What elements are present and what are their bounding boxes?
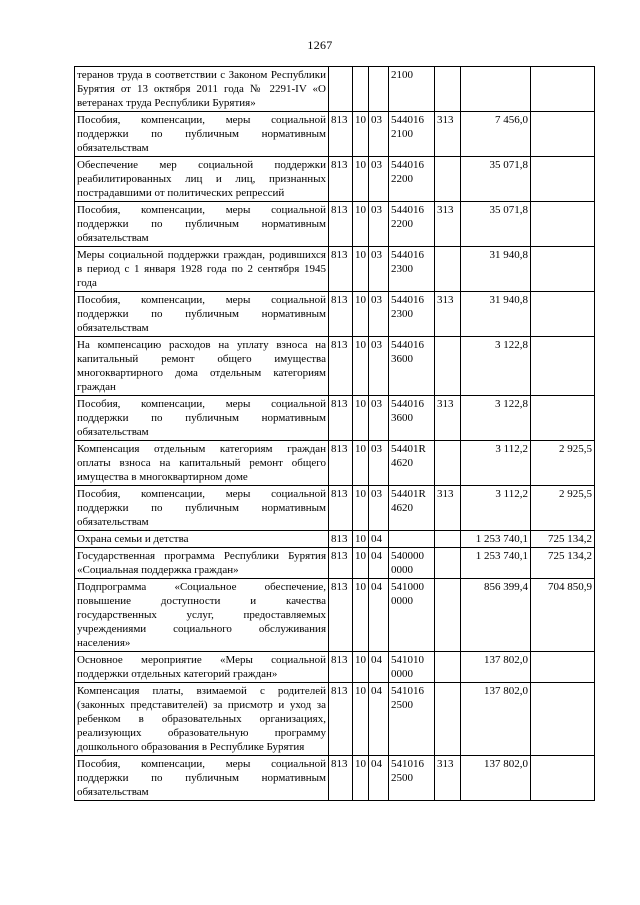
- target-article-cell: 544016 2200: [389, 157, 435, 202]
- subsection-code-cell: 03: [369, 157, 389, 202]
- federal-amount-cell: [531, 756, 595, 801]
- amount-cell: 1 253 740,1: [461, 548, 531, 579]
- row-name-cell: Пособия, компенсации, меры социальной поддержки по публичным нормативным обязательствам: [75, 292, 329, 337]
- federal-amount-cell: [531, 247, 595, 292]
- subsection-code-cell: 03: [369, 337, 389, 396]
- row-name-cell: Пособия, компенсации, меры социальной поддержки по публичным нормативным обязательствам: [75, 756, 329, 801]
- row-name-cell: Пособия, компенсации, меры социальной поддержки по публичным нормативным обязательствам: [75, 112, 329, 157]
- expense-type-cell: [435, 531, 461, 548]
- grbs-code-cell: 813: [329, 683, 353, 756]
- expense-type-cell: [435, 67, 461, 112]
- grbs-code-cell: 813: [329, 548, 353, 579]
- table-row: [75, 67, 595, 112]
- section-code-cell: [353, 67, 369, 112]
- section-code-cell: 10: [353, 441, 369, 486]
- federal-amount-cell: [531, 292, 595, 337]
- section-code-cell: 10: [353, 486, 369, 531]
- budget-table-body: [75, 67, 595, 801]
- federal-amount-cell: [531, 157, 595, 202]
- target-article-cell: [389, 531, 435, 548]
- target-article-cell: 544016 2100: [389, 112, 435, 157]
- federal-amount-cell: 2 925,5: [531, 441, 595, 486]
- table-row: [75, 112, 595, 157]
- amount-cell: 856 399,4: [461, 579, 531, 652]
- section-code-cell: 10: [353, 548, 369, 579]
- row-name-cell: Пособия, компенсации, меры социальной поддержки по публичным нормативным обязательствам: [75, 486, 329, 531]
- grbs-code-cell: 813: [329, 337, 353, 396]
- row-name-cell: Меры социальной поддержки граждан, родившихся в период с 1 января 1928 года по 2 сентября 1945 года: [75, 247, 329, 292]
- subsection-code-cell: 04: [369, 652, 389, 683]
- subsection-code-cell: 03: [369, 292, 389, 337]
- row-name-cell: Государственная программа Республики Бурятия «Социальная поддержка граждан»: [75, 548, 329, 579]
- table-row: [75, 486, 595, 531]
- federal-amount-cell: [531, 202, 595, 247]
- subsection-code-cell: 04: [369, 579, 389, 652]
- expense-type-cell: [435, 579, 461, 652]
- table-row: [75, 396, 595, 441]
- expense-type-cell: 313: [435, 292, 461, 337]
- table-row: [75, 247, 595, 292]
- target-article-cell: 544016 2200: [389, 202, 435, 247]
- page-number: 1267: [307, 38, 333, 52]
- expense-type-cell: 313: [435, 396, 461, 441]
- target-article-cell: 2100: [389, 67, 435, 112]
- section-code-cell: 10: [353, 683, 369, 756]
- amount-cell: 35 071,8: [461, 157, 531, 202]
- grbs-code-cell: 813: [329, 531, 353, 548]
- expense-type-cell: [435, 337, 461, 396]
- subsection-code-cell: 04: [369, 531, 389, 548]
- amount-cell: 3 122,8: [461, 396, 531, 441]
- table-row: [75, 652, 595, 683]
- federal-amount-cell: [531, 337, 595, 396]
- amount-cell: 137 802,0: [461, 652, 531, 683]
- target-article-cell: 54401R 4620: [389, 441, 435, 486]
- expense-type-cell: [435, 247, 461, 292]
- section-code-cell: 10: [353, 652, 369, 683]
- subsection-code-cell: 03: [369, 441, 389, 486]
- target-article-cell: 544016 2300: [389, 292, 435, 337]
- target-article-cell: 540000 0000: [389, 548, 435, 579]
- row-name-cell: Подпрограмма «Социальное обеспечение, повышение доступности и качества государственных услуг, предоставляемых учреждениями социального обслуживания населения»: [75, 579, 329, 652]
- federal-amount-cell: [531, 112, 595, 157]
- amount-cell: 3 122,8: [461, 337, 531, 396]
- budget-table: [74, 66, 595, 801]
- expense-type-cell: 313: [435, 202, 461, 247]
- amount-cell: 7 456,0: [461, 112, 531, 157]
- row-name-cell: Пособия, компенсации, меры социальной поддержки по публичным нормативным обязательствам: [75, 396, 329, 441]
- table-row: [75, 579, 595, 652]
- row-name-cell: На компенсацию расходов на уплату взноса на капитальный ремонт общего имущества многоквартирного дома отдельным категориям граждан: [75, 337, 329, 396]
- subsection-code-cell: 03: [369, 486, 389, 531]
- section-code-cell: 10: [353, 202, 369, 247]
- target-article-cell: 544016 3600: [389, 396, 435, 441]
- section-code-cell: 10: [353, 112, 369, 157]
- expense-type-cell: [435, 683, 461, 756]
- table-row: [75, 202, 595, 247]
- row-name-cell: Обеспечение мер социальной поддержки реабилитированных лиц и лиц, признанных пострадавшими от политических репрессий: [75, 157, 329, 202]
- grbs-code-cell: 813: [329, 157, 353, 202]
- table-row: [75, 756, 595, 801]
- section-code-cell: 10: [353, 396, 369, 441]
- federal-amount-cell: [531, 396, 595, 441]
- subsection-code-cell: 04: [369, 756, 389, 801]
- amount-cell: 137 802,0: [461, 756, 531, 801]
- amount-cell: 137 802,0: [461, 683, 531, 756]
- section-code-cell: 10: [353, 157, 369, 202]
- target-article-cell: 544016 3600: [389, 337, 435, 396]
- federal-amount-cell: [531, 67, 595, 112]
- expense-type-cell: 313: [435, 112, 461, 157]
- table-row: [75, 292, 595, 337]
- grbs-code-cell: 813: [329, 652, 353, 683]
- row-name-cell: Компенсация платы, взимаемой с родителей (законных представителей) за присмотр и уход за ребенком в образовательных организациях, реализующих образовательную программу дошкольного образования в Республике Бурятия: [75, 683, 329, 756]
- grbs-code-cell: 813: [329, 756, 353, 801]
- expense-type-cell: [435, 441, 461, 486]
- table-row: [75, 683, 595, 756]
- section-code-cell: 10: [353, 247, 369, 292]
- row-name-cell: Пособия, компенсации, меры социальной поддержки по публичным нормативным обязательствам: [75, 202, 329, 247]
- grbs-code-cell: 813: [329, 486, 353, 531]
- target-article-cell: 541000 0000: [389, 579, 435, 652]
- subsection-code-cell: 03: [369, 396, 389, 441]
- expense-type-cell: [435, 157, 461, 202]
- federal-amount-cell: 725 134,2: [531, 548, 595, 579]
- federal-amount-cell: 725 134,2: [531, 531, 595, 548]
- amount-cell: 31 940,8: [461, 247, 531, 292]
- target-article-cell: 541016 2500: [389, 683, 435, 756]
- expense-type-cell: [435, 548, 461, 579]
- grbs-code-cell: 813: [329, 112, 353, 157]
- section-code-cell: 10: [353, 579, 369, 652]
- subsection-code-cell: 04: [369, 683, 389, 756]
- section-code-cell: 10: [353, 531, 369, 548]
- amount-cell: 31 940,8: [461, 292, 531, 337]
- amount-cell: 35 071,8: [461, 202, 531, 247]
- row-name-cell: теранов труда в соответствии с Законом Республики Бурятия от 13 октября 2011 года № 2291-IV «О ветеранах труда Республики Бурятия»: [75, 67, 329, 112]
- amount-cell: 3 112,2: [461, 441, 531, 486]
- table-row: [75, 441, 595, 486]
- target-article-cell: 541016 2500: [389, 756, 435, 801]
- table-row: [75, 337, 595, 396]
- subsection-code-cell: 03: [369, 112, 389, 157]
- amount-cell: 1 253 740,1: [461, 531, 531, 548]
- table-row: [75, 548, 595, 579]
- grbs-code-cell: 813: [329, 202, 353, 247]
- section-code-cell: 10: [353, 292, 369, 337]
- subsection-code-cell: 03: [369, 202, 389, 247]
- subsection-code-cell: [369, 67, 389, 112]
- table-row: [75, 157, 595, 202]
- row-name-cell: Компенсация отдельным категориям граждан оплаты взноса на капитальный ремонт общего имущества в многоквартирном доме: [75, 441, 329, 486]
- federal-amount-cell: 704 850,9: [531, 579, 595, 652]
- grbs-code-cell: 813: [329, 247, 353, 292]
- subsection-code-cell: 04: [369, 548, 389, 579]
- federal-amount-cell: [531, 652, 595, 683]
- amount-cell: 3 112,2: [461, 486, 531, 531]
- grbs-code-cell: 813: [329, 441, 353, 486]
- row-name-cell: Основное мероприятие «Меры социальной поддержки отдельных категорий граждан»: [75, 652, 329, 683]
- expense-type-cell: 313: [435, 756, 461, 801]
- table-row: [75, 531, 595, 548]
- grbs-code-cell: 813: [329, 579, 353, 652]
- target-article-cell: 54401R 4620: [389, 486, 435, 531]
- federal-amount-cell: [531, 683, 595, 756]
- target-article-cell: 541010 0000: [389, 652, 435, 683]
- grbs-code-cell: 813: [329, 292, 353, 337]
- row-name-cell: Охрана семьи и детства: [75, 531, 329, 548]
- grbs-code-cell: [329, 67, 353, 112]
- federal-amount-cell: 2 925,5: [531, 486, 595, 531]
- expense-type-cell: 313: [435, 486, 461, 531]
- target-article-cell: 544016 2300: [389, 247, 435, 292]
- section-code-cell: 10: [353, 337, 369, 396]
- subsection-code-cell: 03: [369, 247, 389, 292]
- amount-cell: [461, 67, 531, 112]
- grbs-code-cell: 813: [329, 396, 353, 441]
- section-code-cell: 10: [353, 756, 369, 801]
- expense-type-cell: [435, 652, 461, 683]
